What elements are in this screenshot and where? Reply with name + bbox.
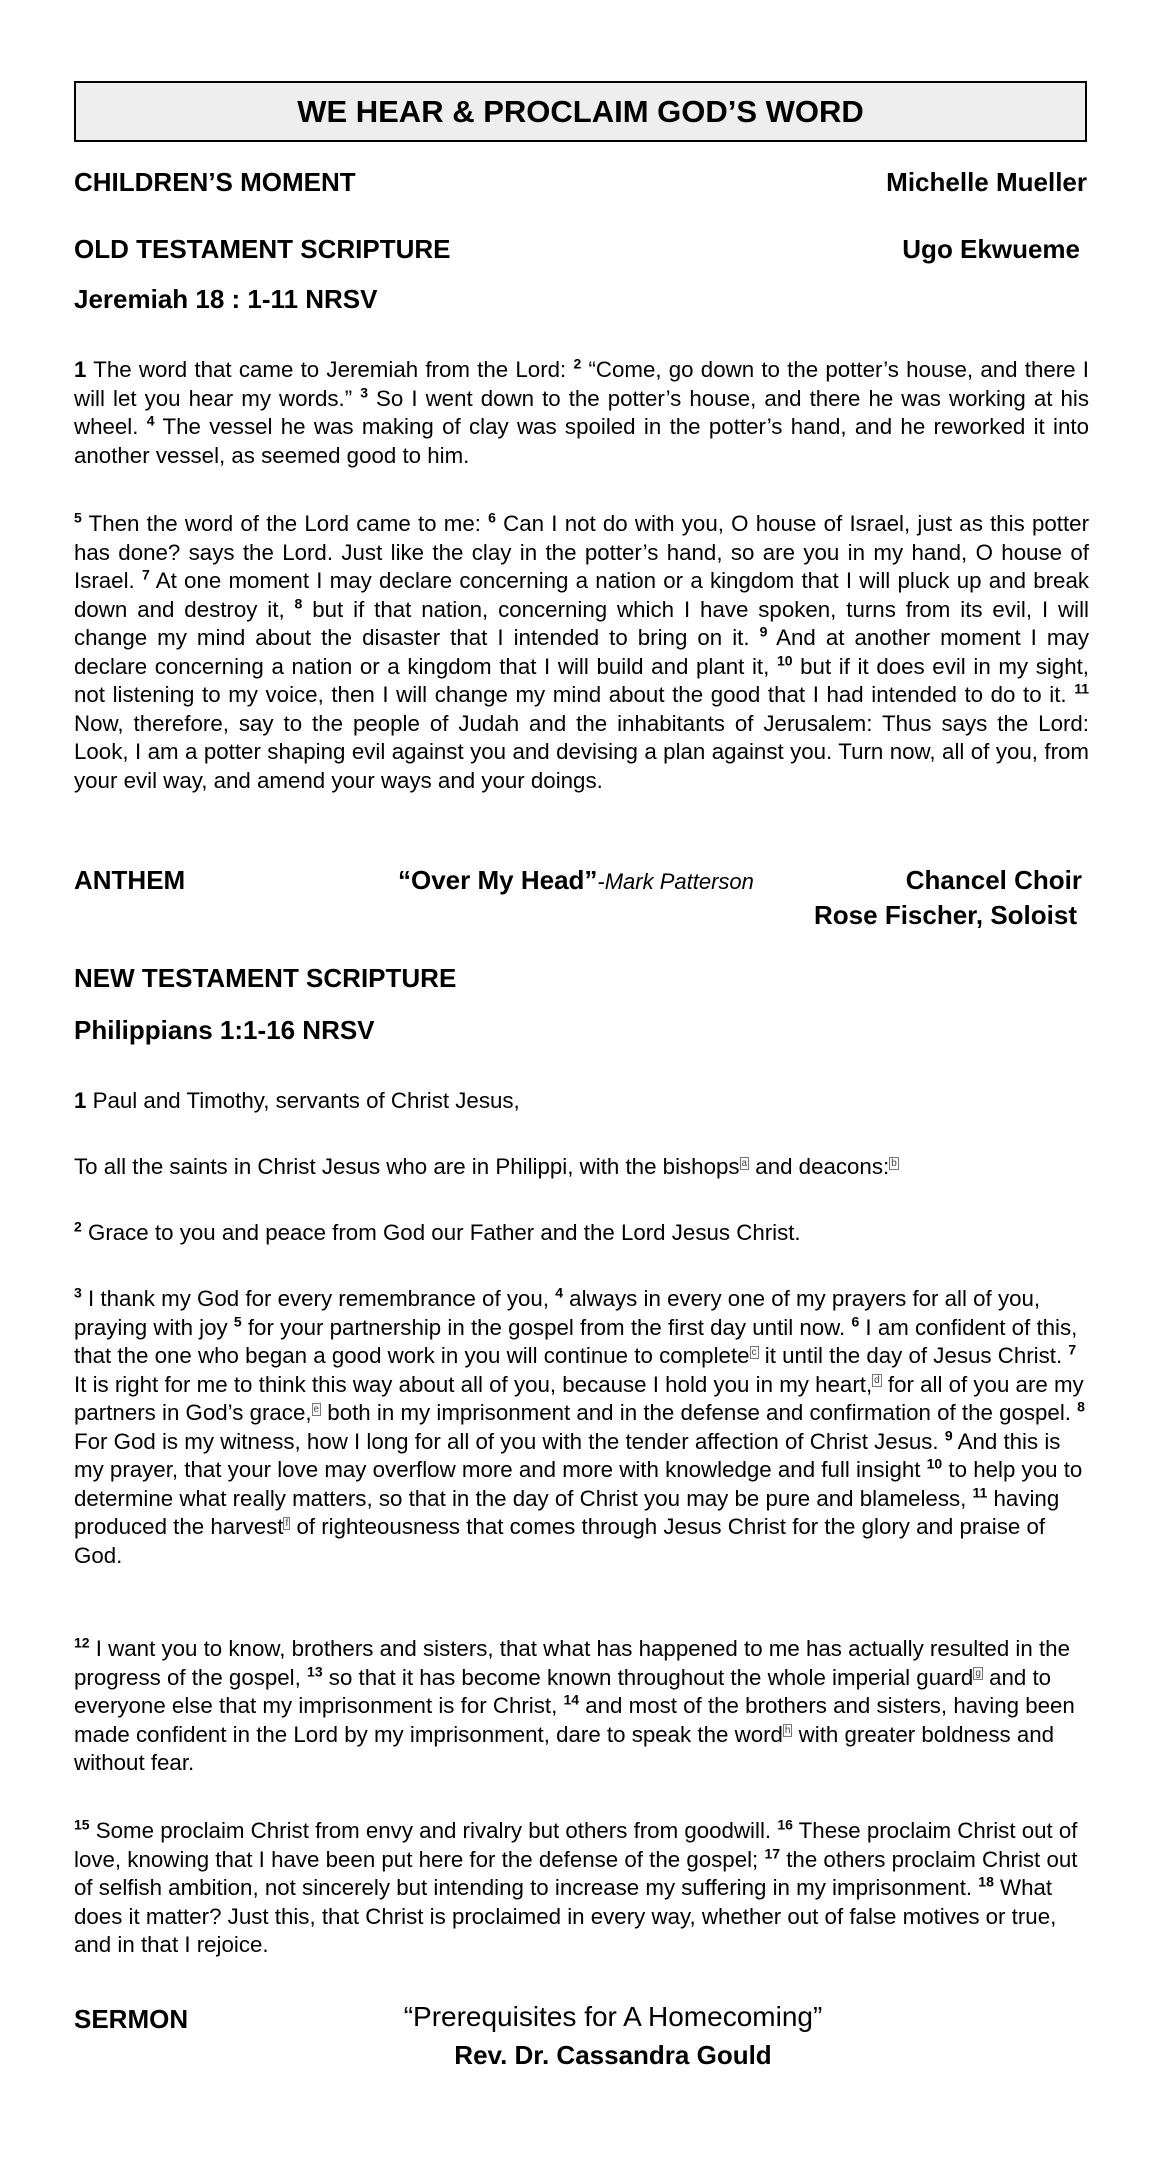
verse-text: always in every one of my prayers for all of you, praying with joy [74, 1286, 1041, 1340]
verse-text: Some proclaim Christ from envy and rivalry but others from goodwill. [89, 1818, 778, 1843]
verse-text: having produced the harvest [74, 1485, 1060, 1539]
verse-text: I thank my God for every remembrance of you, [81, 1286, 556, 1311]
anthem-label: ANTHEM [74, 865, 186, 895]
new-testament-paragraph-6 [74, 1817, 1089, 1960]
section-banner: WE HEAR & PROCLAIM GOD’S WORD [74, 81, 1087, 142]
verse-number: 5 [233, 1313, 242, 1330]
verse-number: 3 [360, 384, 368, 401]
verse-text: of righteousness that comes through Jesus Christ for the glory and praise of God. [74, 1514, 1046, 1568]
verse-number: 7 [1068, 1341, 1077, 1358]
verse-number: 9 [759, 623, 768, 640]
verse-text: These proclaim Christ out of love, knowing that I have been put here for the defense of the gospel; [74, 1818, 1078, 1872]
verse-number: 10 [926, 1455, 943, 1472]
verse-number: 16 [777, 1816, 793, 1833]
new-testament-paragraph-3 [74, 1219, 1089, 1248]
footnote-marker[interactable]: f [285, 1517, 289, 1529]
verse-text: both in my imprisonment and in the defense and confirmation of the gospel. [321, 1400, 1078, 1425]
verse-number: 2 [573, 355, 582, 372]
anthem-performer: Chancel Choir [905, 865, 1082, 895]
new-testament-paragraph-1 [74, 1087, 1089, 1116]
verse-text: Then the word of the Lord came to me: [81, 511, 489, 536]
verse-number: 10 [776, 652, 793, 669]
verse-number: 7 [141, 566, 150, 583]
footnote-marker[interactable]: b [891, 1157, 897, 1169]
old-testament-reference: Jeremiah 18 : 1-11 NRSV [74, 284, 378, 314]
verse-text: so that it has become known throughout the whole imperial guard [322, 1664, 974, 1690]
anthem-title-group [398, 865, 754, 896]
verse-number: 11 [972, 1484, 988, 1501]
sermon-title: “Prerequisites for A Homecoming” [403, 2001, 823, 2032]
verse-text: I am confident of this, that the one who began a good work in you will continue to complete [74, 1314, 1078, 1368]
verse-number: 8 [294, 595, 303, 612]
footnote-marker[interactable]: e [313, 1403, 320, 1415]
sermon-preacher: Rev. Dr. Cassandra Gould [454, 2040, 772, 2070]
verse-number: 3 [74, 1284, 82, 1301]
anthem-row [74, 865, 1087, 901]
verse-text: The vessel he was making of clay was spoiled in the potter’s hand, and he reworked it into another vessel, as seemed good to him. [74, 414, 1089, 468]
old-testament-paragraph-2 [74, 510, 1089, 795]
footnote-marker[interactable]: d [874, 1375, 880, 1387]
verse-text: And this is my prayer, that your love may overflow more and more with knowledge and full insight [74, 1428, 1061, 1482]
verse-number: 17 [764, 1845, 781, 1862]
verse-text: it until the day of Jesus Christ. [758, 1343, 1069, 1368]
new-testament-label: NEW TESTAMENT SCRIPTURE [74, 963, 457, 993]
verse-text: The word that came to Jeremiah from the Lord: [86, 357, 574, 382]
new-testament-paragraph-2 [74, 1153, 1089, 1182]
verse-text: Now, therefore, say to the people of Judah and the inhabitants of Jerusalem: Thus says the Lord: Look, I am a potter shaping evil against you and devising a plan against you. Turn now, all of you, from your evil way, and amend your ways and your doings. [74, 710, 1089, 793]
verse-number: 12 [74, 1634, 90, 1651]
footnote-marker[interactable]: a [741, 1157, 748, 1169]
verse-text: Can I not do with you, O house of Israel, just as this potter has done? says the Lord. Just like the clay in the potter’s hand, so are you in my hand, O house of Israel. [74, 511, 1089, 593]
verse-text: to help you to determine what really matters, so that in the day of Christ you may be pure and blameless, [74, 1457, 1083, 1511]
verse-text: And at another moment I may declare concerning a nation or a kingdom that I will build and plant it, [74, 625, 1089, 679]
verse-number: 14 [563, 1691, 580, 1708]
verse-text: So I went down to the potter’s house, and there he was working at his wheel. [74, 385, 1090, 439]
verse-number: 4 [555, 1284, 563, 1301]
verse-text: At one moment I may declare concerning a nation or a kingdom that I will pluck up and break down and destroy it, [74, 568, 1089, 622]
verse-number: 8 [1077, 1398, 1085, 1415]
verse-text: but if that nation, concerning which I have spoken, turns from its evil, I will change my mind about the disaster that I intended to bring on it. [74, 596, 1089, 650]
old-testament-paragraph-1 [74, 356, 1089, 470]
footnote-marker[interactable]: c [751, 1346, 757, 1358]
old-testament-row [74, 234, 1087, 270]
verse-text: To all the saints in Christ Jesus who are in Philippi, with the bishops [74, 1154, 740, 1179]
verse-number: 5 [74, 509, 82, 526]
childrens-moment-label: CHILDREN’S MOMENT [74, 167, 356, 197]
verse-text: and deacons: [749, 1154, 890, 1179]
childrens-moment-row [74, 167, 1087, 203]
verse-text: I want you to know, brothers and sisters, that what has happened to me has actually resulted in the progress of the gospel, [74, 1636, 1070, 1690]
verse-number: 1 [74, 357, 87, 382]
verse-text: “Come, go down to the potter’s house, and there I will let you hear my words.” [74, 357, 1089, 411]
verse-number: 18 [978, 1873, 994, 1890]
old-testament-label: OLD TESTAMENT SCRIPTURE [74, 234, 451, 264]
verse-number: 6 [851, 1313, 860, 1330]
verse-number: 2 [74, 1218, 82, 1235]
old-testament-reader: Ugo Ekwueme [902, 234, 1080, 264]
verse-text: the others proclaim Christ out of selfish ambition, not sincerely but intending to increase my suffering in my imprisonment. [74, 1846, 1078, 1900]
new-testament-paragraph-4 [74, 1285, 1089, 1570]
verse-number: 11 [1074, 680, 1089, 697]
anthem-soloist: Rose Fischer, Soloist [814, 900, 1077, 930]
anthem-title: “Over My Head” [398, 865, 598, 895]
verse-text: and to everyone else that my imprisonment is for Christ, [74, 1664, 1052, 1718]
childrens-moment-leader: Michelle Mueller [886, 167, 1087, 197]
sermon-label: SERMON [74, 2004, 189, 2034]
verse-text: for your partnership in the gospel from the first day until now. [241, 1314, 852, 1340]
verse-text: What does it matter? Just this, that Christ is proclaimed in every way, whether out of false motives or true, and in that I rejoice. [74, 1875, 1057, 1957]
new-testament-reference: Philippians 1:1-16 NRSV [74, 1015, 375, 1045]
verse-text: For God is my witness, how I long for all of you with the tender affection of Christ Jesus. [74, 1428, 945, 1454]
verse-number: 4 [146, 412, 155, 429]
verse-text: for all of you are my partners in God’s grace, [74, 1371, 1084, 1425]
verse-text: Grace to you and peace from God our Father and the Lord Jesus Christ. [81, 1220, 801, 1245]
verse-text: but if it does evil in my sight, not listening to my voice, then I will change my mind about the good that I had intended to do to it. [74, 653, 1089, 707]
verse-text: and most of the brothers and sisters, having been made confident in the Lord by my imprisonment, dare to speak the word [74, 1693, 1075, 1747]
verse-number: 1 [74, 1088, 87, 1113]
verse-number: 15 [74, 1816, 90, 1833]
verse-number: 9 [944, 1427, 953, 1444]
verse-text: Paul and Timothy, servants of Christ Jesus, [86, 1088, 520, 1113]
verse-number: 13 [307, 1663, 323, 1680]
anthem-soloist-row [74, 900, 1087, 936]
new-testament-paragraph-5 [74, 1635, 1089, 1778]
verse-text: It is right for me to think this way about all of you, because I hold you in my heart, [74, 1371, 873, 1397]
verse-text: with greater boldness and without fear. [74, 1721, 1055, 1775]
anthem-composer: -Mark Patterson [597, 869, 754, 894]
verse-number: 6 [488, 509, 496, 526]
footnote-marker[interactable]: h [784, 1725, 791, 1737]
footnote-marker[interactable]: g [975, 1668, 981, 1680]
